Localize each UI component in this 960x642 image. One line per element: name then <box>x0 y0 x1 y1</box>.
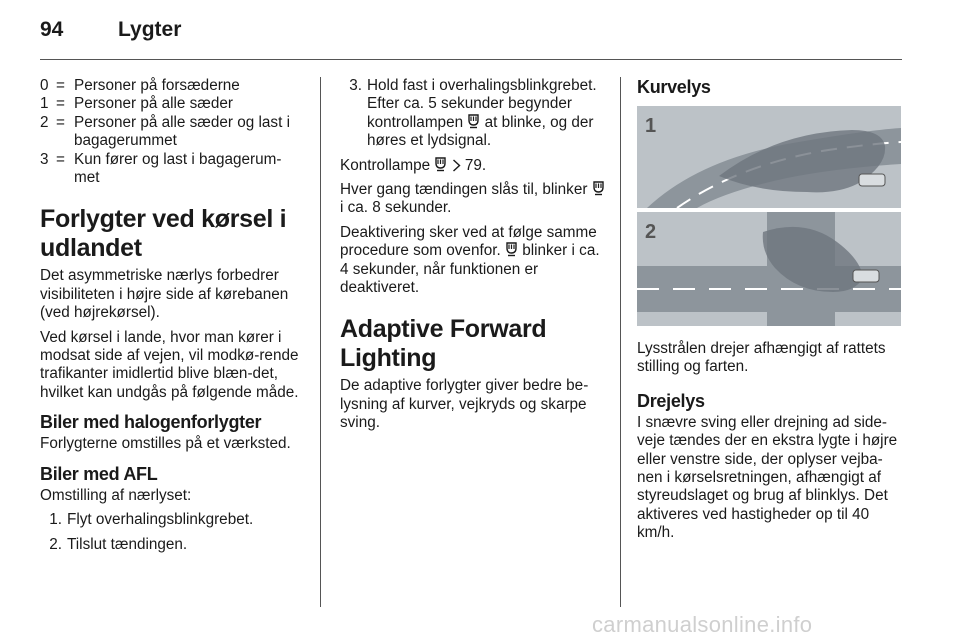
section-title-headlights-abroad: Forlygter ved kørsel i udlandet <box>40 205 287 263</box>
figure-panel-label: 2 <box>645 221 657 243</box>
paragraph-driving-abroad: Ved kørsel i lande, hvor man kører i modsat side af vejen, vil modkø-rende trafikanter imidlertid blive blæn-det, hvilket kan undgås på følgende måde. <box>40 328 299 401</box>
page-number: 94 <box>40 18 64 41</box>
ignition-text-b: i ca. 8 sekunder. <box>340 199 452 217</box>
definition-value: Personer på alle sæder <box>74 95 234 113</box>
column-divider-2 <box>620 77 621 607</box>
indicator-ref-text: Kontrollampe <box>340 156 431 174</box>
occupancy-definition-list <box>40 77 306 187</box>
car-icon <box>859 174 885 186</box>
page-title: Lygter <box>118 18 182 41</box>
paragraph-ignition-blink <box>340 181 606 218</box>
step3-text-b: at blinke, og der høres et lydsignal. <box>367 113 594 150</box>
page-ref-arrow-icon[interactable] <box>452 159 461 172</box>
subheading-halogen: Biler med halogenforlygter <box>40 412 262 433</box>
step-number: 3. <box>349 77 362 94</box>
definition-key: 2 <box>40 113 49 131</box>
definition-row <box>40 114 306 151</box>
step3-text-a: Hold fast i overhalingsblinkgrebet. Efter ca. 5 sekunder begynder kontrollampen <box>367 77 597 131</box>
section-title-afl: Adaptive Forward Lighting <box>340 315 547 373</box>
curve-light-illustration <box>637 106 901 326</box>
definition-key: 3 <box>40 150 49 168</box>
afl-lamp-icon <box>434 157 447 172</box>
deactivation-text-a: Deaktivering sker ved at følge samme procedure som ovenfor. <box>340 223 597 260</box>
step-text <box>367 77 606 151</box>
definition-equals: = <box>56 95 65 113</box>
paragraph-deactivation <box>340 224 606 298</box>
step-text: Tilslut tændingen. <box>67 535 188 553</box>
paragraph-halogen: Forlygterne omstilles på et værksted. <box>40 435 291 453</box>
steps-list <box>40 511 306 554</box>
paragraph-afl-description: De adaptive forlygter giver bedre be-lysning af kurver, vejkryds og skarpe sving. <box>340 377 589 432</box>
definition-row <box>40 95 306 113</box>
afl-lamp-icon <box>467 114 480 129</box>
deactivation-text-b: blinker i ca. 4 sekunder, når funktionen er deaktiveret. <box>340 242 600 297</box>
definition-key: 1 <box>40 95 49 113</box>
paragraph-afl-intro: Omstilling af nærlyset: <box>40 486 192 504</box>
column-1 <box>40 77 306 560</box>
steps-list-continued <box>340 77 606 151</box>
afl-lamp-icon <box>505 242 518 257</box>
list-item <box>340 77 606 151</box>
curve-light-figure <box>637 106 901 326</box>
subheading-afl: Biler med AFL <box>40 463 158 484</box>
paragraph-turn-light: I snævre sving eller drejning ad side-veje tændes der en ekstra lygte i højre eller venstre side, der oplyser vejba-nen i kørselsretningen, afhængigt af styreudslaget og brug af blinklys. Det aktiveres ved hastigheder op til 40 km/h. <box>637 413 898 542</box>
afl-lamp-icon <box>592 181 605 196</box>
definition-row <box>40 151 306 188</box>
step-text: Flyt overhalingsblinkgrebet. <box>67 511 254 529</box>
list-item <box>40 511 306 529</box>
definition-equals: = <box>56 77 65 94</box>
subheading-curve-light: Kurvelys <box>637 77 711 97</box>
step-number: 1. <box>49 511 62 529</box>
page-ref-number[interactable]: 79. <box>464 156 487 174</box>
column-3 <box>637 77 903 549</box>
column-divider-1 <box>320 77 321 607</box>
car-icon <box>853 270 879 282</box>
figure-panel-label: 1 <box>645 115 657 137</box>
column-2 <box>340 77 606 439</box>
step-number: 2. <box>49 535 62 553</box>
ignition-text-a: Hver gang tændingen slås til, blinker <box>340 181 588 199</box>
paragraph-curve-light: Lysstrålen drejer afhængigt af rattets stilling og farten. <box>637 340 886 376</box>
paragraph-indicator-ref <box>340 157 606 175</box>
definition-value: Kun fører og last i bagagerum-met <box>74 150 282 187</box>
header-rule <box>40 59 902 60</box>
definition-equals: = <box>56 113 65 131</box>
definition-value: Personer på alle sæder og last i bagagerummet <box>74 113 290 150</box>
list-item <box>40 536 306 554</box>
subheading-turn-light: Drejelys <box>637 390 705 411</box>
paragraph-asymmetric-beam: Det asymmetriske nærlys forbedrer visibiliteten i højre side af kørebanen (ved højrekørsel). <box>40 267 289 322</box>
definition-row <box>40 77 306 95</box>
watermark-text: carmanualsonline.info <box>592 612 813 637</box>
definition-key: 0 <box>40 77 49 94</box>
definition-value: Personer på forsæderne <box>74 77 240 94</box>
page-header <box>40 18 181 48</box>
definition-equals: = <box>56 150 65 168</box>
